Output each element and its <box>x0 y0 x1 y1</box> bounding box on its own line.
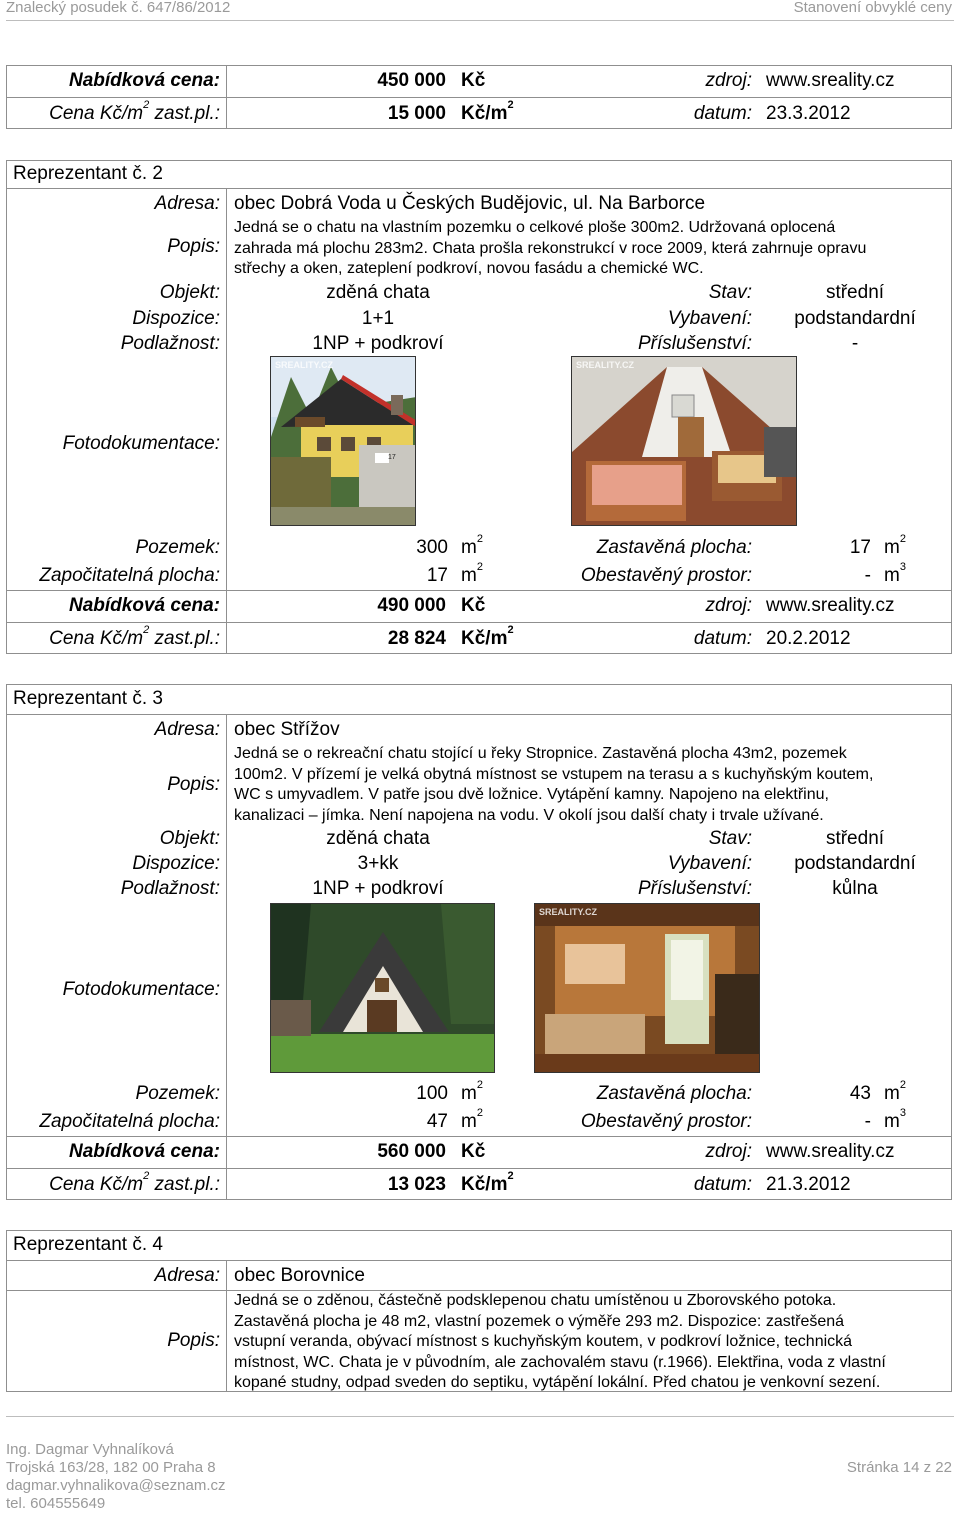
rep2-photos-label: Fotodokumentace: <box>62 433 220 454</box>
rep2-podlaznost: 1NP + podkroví <box>312 333 444 354</box>
rep1-price-m2-value: 15 000 <box>387 103 446 124</box>
header-divider <box>6 20 954 21</box>
rep3-price-label: Nabídková cena: <box>69 1141 220 1162</box>
rep4-desc-label: Popis: <box>167 1330 220 1351</box>
rep2-vybaveni: podstandardní <box>794 308 916 329</box>
rep3-prislusenstvi: kůlna <box>832 878 878 899</box>
rep2-pozemek-label: Pozemek: <box>135 537 220 558</box>
rep3-dispozice: 3+kk <box>357 853 399 874</box>
rep3-price-m2-label: Cena $Kč/m^2$ zast.pl.: <box>49 1170 220 1195</box>
rep3-price-m2: 13 023 <box>387 1174 446 1195</box>
rep3-zap: 47 <box>426 1111 448 1132</box>
rep2-date: 20.2.2012 <box>766 628 851 649</box>
rep4-title: Reprezentant č. 4 <box>13 1234 163 1255</box>
footer-name: Ing. Dagmar Vyhnalíková <box>6 1441 174 1458</box>
footer-page-number: Stránka 14 z 22 <box>846 1459 952 1476</box>
rep3-pozemek-label: Pozemek: <box>135 1083 220 1104</box>
header-doc-title: Znalecký posudek č. 647/86/2012 <box>6 0 231 16</box>
rep1-price-value: 450 000 <box>377 70 446 91</box>
rep2-stav: střední <box>825 282 885 303</box>
rep3-zast: 43 <box>849 1083 871 1104</box>
rep1-price-label: Nabídková cena: <box>69 70 220 91</box>
rep2-price-label: Nabídková cena: <box>69 595 220 616</box>
rep3-objekt: zděná chata <box>326 828 430 849</box>
footer-email: dagmar.vyhnalikova@seznam.cz <box>6 1477 226 1494</box>
rep1-price-m2-label: Cena $Kč/m^2$ zast.pl.: <box>49 99 220 124</box>
footer-phone: tel. 604555649 <box>6 1495 106 1512</box>
rep1-divider <box>6 97 952 98</box>
rep3-dispozice-label: Dispozice: <box>132 853 220 874</box>
rep3-photos-label: Fotodokumentace: <box>62 979 220 1000</box>
rep2-objekt: zděná chata <box>326 282 430 303</box>
rep2-source-label: zdroj: <box>705 595 752 616</box>
rep4-description: Jedná se o zděnou, částečně podsklepenou chatu umístěnou u Zborovského potoka. Zastavěná plocha je 48 m2, vlastní pozemek o výměře 293 m2. Dispozice: zastřešená vstupní veranda, obývací místnost s kuchyňským koutem, v podkroví ložnice, technická místnost, WC. Chata je v původním, ale zachovalém stavu (r.1966). Elektřina, voda z vlastní kopané studny, odpad sveden do septiku, vytápění lokální. Před chatou je venkovní sezení. <box>234 1292 886 1391</box>
rep3-source: www.sreality.cz <box>766 1141 895 1162</box>
rep2-zast-label: Zastavěná plocha: <box>596 537 752 558</box>
rep4-address-label: Adresa: <box>154 1265 220 1286</box>
rep2-price-m2: 28 824 <box>387 628 446 649</box>
rep2-source: www.sreality.cz <box>766 595 895 616</box>
rep3-obest-label: Obestavěný prostor: <box>580 1111 752 1132</box>
rep3-stav: střední <box>825 828 885 849</box>
rep3-podlaznost: 1NP + podkroví <box>312 878 444 899</box>
rep2-dispozice: 1+1 <box>361 308 395 329</box>
rep1-price-unit: Kč <box>461 70 486 91</box>
rep2-vybaveni-label: Vybavení: <box>667 308 752 329</box>
rep2-zast: 17 <box>849 537 871 558</box>
rep1-date-label: datum: <box>693 103 752 124</box>
rep2-photo-interior: SREALITY.CZ <box>571 356 797 526</box>
rep3-photo-interior: SREALITY.CZ <box>534 903 760 1073</box>
rep2-description: Jedná se o chatu na vlastním pozemku o celkové ploše 300m2. Udržovaná oplocená zahrada má plochu 283m2. Chata prošla rekonstrukcí v roce 2009, která zahrnuje opravu střechy a oken, zateplení podkroví, novou fasádu a chemické WC. <box>234 219 867 277</box>
rep3-source-label: zdroj: <box>705 1141 752 1162</box>
rep3-zap-label: Započitatelná plocha: <box>39 1111 220 1132</box>
rep2-prislusenstvi: - <box>851 333 859 354</box>
rep1-date: 23.3.2012 <box>766 103 851 124</box>
rep3-desc-label: Popis: <box>167 774 220 795</box>
rep2-photo-exterior: SREALITY.CZ 17 <box>270 356 416 526</box>
rep2-title: Reprezentant č. 2 <box>13 163 163 184</box>
rep3-zast-label: Zastavěná plocha: <box>596 1083 752 1104</box>
rep2-date-label: datum: <box>693 628 752 649</box>
rep2-obest: - <box>864 565 871 586</box>
footer-divider <box>6 1416 954 1417</box>
rep3-price: 560 000 <box>377 1141 446 1162</box>
rep3-date: 21.3.2012 <box>766 1174 851 1195</box>
rep3-title: Reprezentant č. 3 <box>13 688 163 709</box>
rep2-obest-label: Obestavěný prostor: <box>580 565 752 586</box>
rep2-prislusenstvi-label: Příslušenství: <box>637 333 752 354</box>
header-section-title: Stanovení obvyklé ceny <box>793 0 952 16</box>
rep1-source-label: zdroj: <box>705 70 752 91</box>
rep3-pozemek: 100 <box>416 1083 448 1104</box>
rep3-vybaveni: podstandardní <box>794 853 916 874</box>
rep3-address-label: Adresa: <box>154 719 220 740</box>
rep4-address: obec Borovnice <box>234 1265 365 1286</box>
rep3-date-label: datum: <box>693 1174 752 1195</box>
rep2-desc-label: Popis: <box>167 236 220 257</box>
footer-address: Trojská 163/28, 182 00 Praha 8 <box>6 1459 216 1476</box>
rep2-dispozice-label: Dispozice: <box>132 308 220 329</box>
rep2-address-label: Adresa: <box>154 193 220 214</box>
footer-contact <box>6 1441 226 1513</box>
rep3-stav-label: Stav: <box>708 828 752 849</box>
rep1-price-m2-unit: $Kč/m^2$ <box>461 99 514 124</box>
rep3-prislusenstvi-label: Příslušenství: <box>637 878 752 899</box>
rep2-pozemek: 300 <box>416 537 448 558</box>
rep3-photo-exterior <box>270 903 495 1073</box>
rep2-price: 490 000 <box>377 595 446 616</box>
rep3-obest: - <box>864 1111 871 1132</box>
rep1-source: www.sreality.cz <box>766 70 895 91</box>
rep2-address: obec Dobrá Voda u Českých Budějovic, ul. Na Barborce <box>234 193 706 214</box>
rep2-zap-label: Započitatelná plocha: <box>39 565 220 586</box>
rep3-address: obec Střížov <box>234 719 340 740</box>
rep2-zap: 17 <box>426 565 448 586</box>
rep2-podlaznost-label: Podlažnost: <box>120 333 220 354</box>
rep3-podlaznost-label: Podlažnost: <box>120 878 220 899</box>
rep2-stav-label: Stav: <box>708 282 752 303</box>
rep3-objekt-label: Objekt: <box>159 828 220 849</box>
rep2-price-m2-label: Cena $Kč/m^2$ zast.pl.: <box>49 624 220 649</box>
rep3-vybaveni-label: Vybavení: <box>667 853 752 874</box>
rep3-description: Jedná se o rekreační chatu stojící u řeky Stropnice. Zastavěná plocha 43m2, pozemek 100m2. V přízemí je velká obytná místnost se vstupem na terasu a s kuchyňským koutem, WC s umyvadlem. V patře jsou dvě ložnice. Vytápění kamny. Napojeno na elektřinu, kanalizaci – jímka. Není napojena na vodu. V okolí jsou další chaty i trvale užívané. <box>234 745 874 824</box>
rep2-objekt-label: Objekt: <box>159 282 220 303</box>
